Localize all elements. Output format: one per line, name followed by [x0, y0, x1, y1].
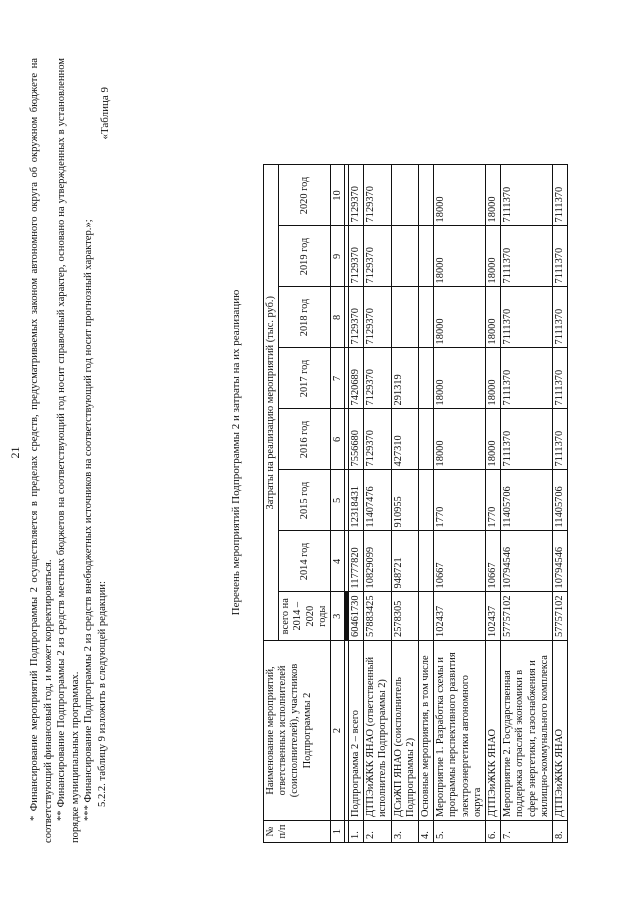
- row-year-value: 7111370: [501, 165, 553, 226]
- row-year-value: 7129370: [349, 165, 364, 226]
- col-year-header: 2016 год: [279, 409, 331, 470]
- col-total-header: всего на 2014 – 2020 годы: [279, 592, 331, 641]
- row-number: 4.: [419, 821, 434, 843]
- row-year-value: 7111370: [553, 409, 568, 470]
- row-total-value: 60461730: [349, 592, 364, 641]
- table-row: [486, 165, 501, 843]
- column-number: 1: [331, 821, 345, 843]
- row-number: 6.: [486, 821, 501, 843]
- row-year-value: 11405706: [553, 470, 568, 531]
- row-year-value: [419, 409, 434, 470]
- table-body: [349, 165, 568, 843]
- row-number: 2.: [364, 821, 391, 843]
- row-year-value: 18000: [486, 348, 501, 409]
- row-year-value: [419, 287, 434, 348]
- row-year-value: 7129370: [364, 226, 391, 287]
- row-year-value: 291319: [391, 348, 418, 409]
- table-row: [553, 165, 568, 843]
- row-year-value: 7420689: [349, 348, 364, 409]
- col-year-header: 2015 год: [279, 470, 331, 531]
- row-year-value: 18000: [434, 226, 486, 287]
- column-number: 9: [331, 226, 345, 287]
- row-year-value: [419, 165, 434, 226]
- row-year-value: 910955: [391, 470, 418, 531]
- row-year-value: 7111370: [501, 409, 553, 470]
- table-label: «Таблица 9: [99, 87, 111, 140]
- column-number: 4: [331, 531, 345, 592]
- table-row: [349, 165, 364, 843]
- row-year-value: 10667: [486, 531, 501, 592]
- row-year-value: [419, 470, 434, 531]
- row-year-value: 427310: [391, 409, 418, 470]
- row-year-value: 7129370: [349, 226, 364, 287]
- row-year-value: 18000: [434, 348, 486, 409]
- col-year-header: 2017 год: [279, 348, 331, 409]
- row-total-value: 57757102: [553, 592, 568, 641]
- col-num-header: № п/п: [264, 821, 331, 843]
- row-name: ДТПЭиЖКК ЯНАО: [486, 641, 501, 821]
- footnote-3: *** Финансирование Подпрограммы 2 из средств внебюджетных источников на соответствующий год носит прогнозный характер.»;: [83, 219, 95, 821]
- table-row: [364, 165, 391, 843]
- column-number: 10: [331, 165, 345, 226]
- row-year-value: 10829099: [364, 531, 391, 592]
- col-year-header: 2014 год: [279, 531, 331, 592]
- row-year-value: [419, 531, 434, 592]
- table-row: [419, 165, 434, 843]
- row-year-value: 12318431: [349, 470, 364, 531]
- column-number: 5: [331, 470, 345, 531]
- row-year-value: 10794546: [501, 531, 553, 592]
- column-number: 6: [331, 409, 345, 470]
- row-year-value: [391, 226, 418, 287]
- row-number: 3.: [391, 821, 418, 843]
- row-year-value: 7556680: [349, 409, 364, 470]
- table-title: Перечень мероприятий Подпрограммы 2 и затраты на их реализацию: [230, 289, 242, 616]
- row-year-value: 11405706: [501, 470, 553, 531]
- amendment-intro: 5.2.2. таблицу 9 изложить в следующей редакции:: [96, 581, 108, 807]
- row-year-value: [391, 165, 418, 226]
- row-year-value: 7111370: [501, 226, 553, 287]
- row-name: Подпрограмма 2 – всего: [349, 641, 364, 821]
- col-year-header: 2019 год: [279, 226, 331, 287]
- row-total-value: 102437: [434, 592, 486, 641]
- column-number: 2: [331, 641, 345, 821]
- row-year-value: 18000: [486, 226, 501, 287]
- row-year-value: 18000: [486, 409, 501, 470]
- page-number: 21: [8, 446, 22, 459]
- row-number: 5.: [434, 821, 486, 843]
- row-name: Мероприятие 2. Государственная поддержка отраслей экономики в сфере энергетики, газоснабжения и жилищно-коммунального комплекса: [501, 641, 553, 821]
- row-year-value: 18000: [434, 287, 486, 348]
- row-total-value: 2578305: [391, 592, 418, 641]
- row-year-value: [419, 348, 434, 409]
- row-name: Мероприятие 1. Разработка схемы и программы перспективного развития электроэнергетики автономного округа: [434, 641, 486, 821]
- row-year-value: 7111370: [501, 348, 553, 409]
- row-year-value: 18000: [434, 409, 486, 470]
- row-year-value: 1770: [434, 470, 486, 531]
- row-number: 1.: [349, 821, 364, 843]
- row-name: ДТПЭиЖКК ЯНАО (ответственный исполнитель Подпрограммы 2): [364, 641, 391, 821]
- col-name-header: Наименование мероприятий, ответственных исполнителей (соисполнителей), участников Подпрограммы 2: [264, 641, 331, 821]
- row-total-value: 57883425: [364, 592, 391, 641]
- row-number: 8.: [553, 821, 568, 843]
- costs-header: Затраты на реализацию мероприятий (тыс. руб.): [264, 165, 279, 641]
- column-numbers-row: [331, 165, 345, 843]
- row-year-value: 7129370: [364, 409, 391, 470]
- table-row: [501, 165, 553, 843]
- table-row: [391, 165, 418, 843]
- row-year-value: 7129370: [364, 348, 391, 409]
- row-year-value: 11777820: [349, 531, 364, 592]
- row-year-value: 10794546: [553, 531, 568, 592]
- row-year-value: 7111370: [553, 348, 568, 409]
- footnotes: [28, 58, 110, 843]
- row-name: ДТПЭиЖКК ЯНАО: [553, 641, 568, 821]
- col-year-header: 2018 год: [279, 287, 331, 348]
- row-year-value: 18000: [434, 165, 486, 226]
- row-year-value: 7129370: [364, 165, 391, 226]
- row-year-value: 7111370: [501, 287, 553, 348]
- row-year-value: 7129370: [364, 287, 391, 348]
- column-number: 3: [331, 592, 345, 641]
- row-name: Основные мероприятия, в том числе: [419, 641, 434, 821]
- row-total-value: 57757102: [501, 592, 553, 641]
- row-year-value: 18000: [486, 287, 501, 348]
- col-year-header: 2020 год: [279, 165, 331, 226]
- row-year-value: [391, 287, 418, 348]
- row-total-value: 102437: [486, 592, 501, 641]
- row-year-value: 7111370: [553, 165, 568, 226]
- row-year-value: 948721: [391, 531, 418, 592]
- footnote-2: ** Финансирование Подпрограммы 2 из средств местных бюджетов на соответствующий год носит справочный характер, основано на утвержденных в установленном порядке муниципальных программах.: [56, 58, 81, 843]
- row-year-value: 10667: [434, 531, 486, 592]
- row-name: ДСиЖП ЯНАО (соисполнитель Подпрограммы 2): [391, 641, 418, 821]
- row-year-value: 18000: [486, 165, 501, 226]
- row-year-value: 7111370: [553, 287, 568, 348]
- column-number: 8: [331, 287, 345, 348]
- row-year-value: 7111370: [553, 226, 568, 287]
- row-year-value: [419, 226, 434, 287]
- column-number: 7: [331, 348, 345, 409]
- table-row: [434, 165, 486, 843]
- row-year-value: 11407476: [364, 470, 391, 531]
- header-row-1: [264, 165, 279, 843]
- footnote-1: * Финансирование мероприятий Подпрограммы 2 осуществляется в пределах средств, предусматриваемых законом автономного округа об окружном бюджете на соответствующий финансовый год, и может корректироваться.: [29, 58, 54, 843]
- row-year-value: 1770: [486, 470, 501, 531]
- row-year-value: 7129370: [349, 287, 364, 348]
- row-total-value: [419, 592, 434, 641]
- row-number: 7.: [501, 821, 553, 843]
- costs-table: [263, 164, 568, 843]
